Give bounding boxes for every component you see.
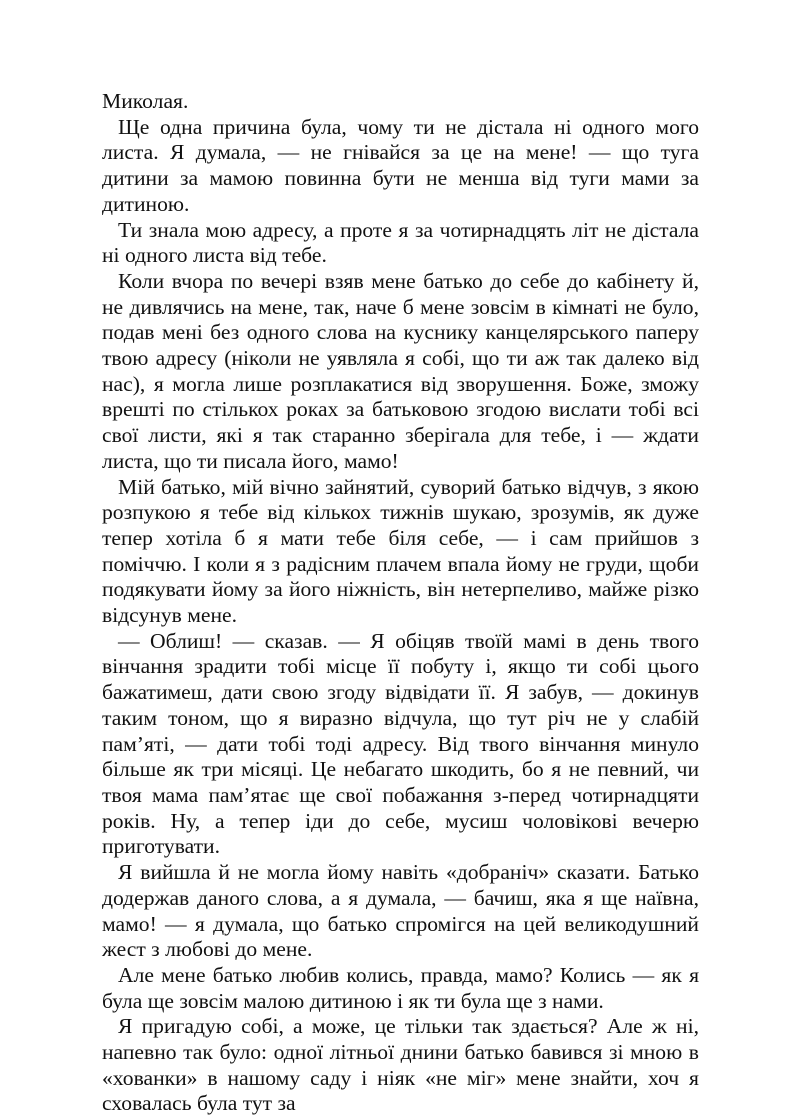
paragraph-4: Коли вчора по вечері взяв мене батько до себе до кабінету й, не дивлячись на мене, так, наче б мене зовсім в кімнаті не було, подав мені без одного слова на куснику канцелярського паперу твою адресу (ніколи не уявляла я собі, що ти аж так далеко від нас), я могла лише розплакатися від зворушення. Боже, зможу врешті по стількох роках за батьковою згодою вислати тобі всі свої листи, які я так старанно зберігала для тебе, і — ждати листа, що ти писала його, мамо! (102, 268, 699, 473)
paragraph-2: Ще одна причина була, чому ти не дістала ні одного мого листа. Я думала, — не гнівайся за це на мене! — що туга дитини за мамою повинна бути не менша від туги мами за дитиною. (102, 114, 699, 216)
paragraph-8: Але мене батько любив колись, правда, мамо? Колись — як я була ще зовсім малою дитиною і як ти була ще з нами. (102, 962, 699, 1013)
paragraph-9: Я пригадую собі, а може, це тільки так здається? Але ж ні, напевно так було: одної літньої днини батько бавився зі мною в «хованки» в нашому саду і ніяк «не міг» мене знайти, хоч я сховалась була тут за (102, 1014, 699, 1116)
book-page (102, 89, 699, 1117)
paragraph-6-dialogue: — Облиш! — сказав. — Я обіцяв твоїй мамі в день твого вінчання зрадити тобі місце її побуту і, якщо ти собі цього бажатимеш, дати свою згоду відвідати її. Я забув, — докинув таким тоном, що я виразно відчула, що тут річ не у слабій пам’яті, — дати тобі тоді адресу. Від твого вінчання минуло більше як три місяці. Це небагато шкодить, бо я не певний, чи твоя мама пам’ятає ще свої побажання з-перед чотирнадцяти років. Ну, а тепер іди до себе, мусиш чоловікові вечерю приготувати. (102, 628, 699, 859)
paragraph-7: Я вийшла й не могла йому навіть «добраніч» сказати. Батько додержав даного слова, а я думала, — бачиш, яка я ще наївна, мамо! — я думала, що батько спромігся на цей великодушний жест з любові до мене. (102, 860, 699, 962)
paragraph-3: Ти знала мою адресу, а проте я за чотирнадцять літ не дістала ні одного листа від тебе. (102, 217, 699, 268)
paragraph-continuation: Миколая. (102, 89, 189, 113)
paragraph-5: Мій батько, мій вічно зайнятий, суворий батько відчув, з якою розпукою я тебе від кількох тижнів шукаю, зрозумів, як дуже тепер хотіла б я мати тебе біля себе, — і сам прийшов з поміччю. І коли я з радісним плачем впала йому не груди, щоби подякувати йому за його ніжність, він нетерпеливо, майже різко відсунув мене. (102, 474, 699, 628)
